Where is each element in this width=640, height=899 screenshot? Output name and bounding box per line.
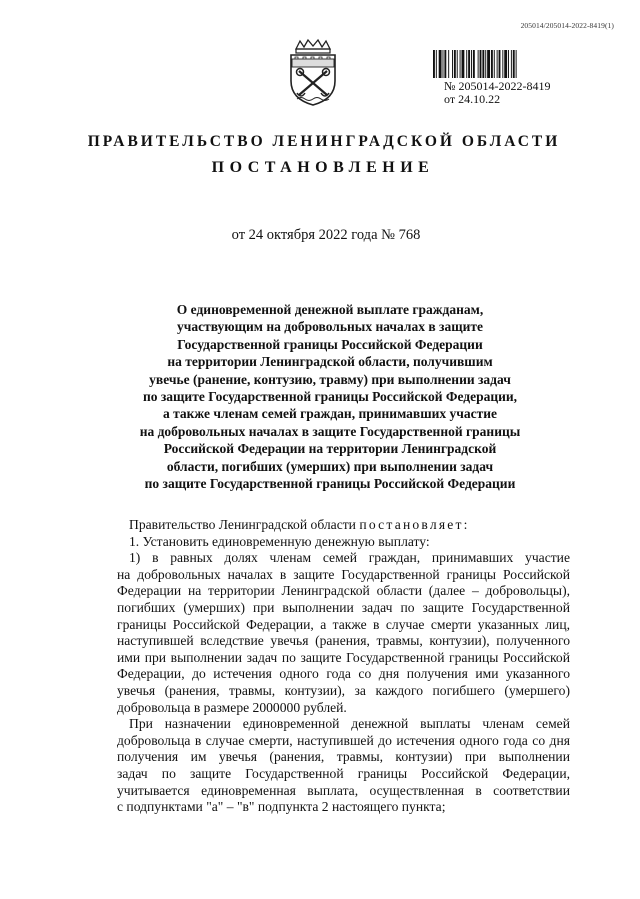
paragraph-2-line: учитывается единовременная выплата, осуществленная в соответствии [117,782,570,798]
clause-1-1-line: на добровольных началах в защите Государственной границы Российской [117,566,570,582]
clause-1-1-line: добровольца в размере 2000000 рублей. [117,699,347,715]
barcode-bar [443,50,444,78]
barcode-bar [504,50,507,78]
barcode-bar [468,50,470,78]
clause-1-1-line: границы Российской Федерации, а также в случае смерти указанных лиц, [117,616,570,632]
organization-title: ПРАВИТЕЛЬСТВО ЛЕНИНГРАДСКОЙ ОБЛАСТИ [87,133,561,150]
heading-line: по защите Государственной границы Российской Федерации [144,476,516,492]
barcode-bar [439,50,442,78]
barcode-bar [448,50,449,78]
resolves-word: постановляет: [359,517,470,532]
registration-block [444,80,550,106]
barcode-bar [485,50,486,78]
barcode-bar [482,50,484,78]
intro-text: Правительство Ленинградской области [129,517,360,532]
coat-of-arms-icon [283,37,343,107]
heading-line: а также членам семей граждан, принимавших участие [162,406,498,422]
heading-line: области, погибших (умерших) при выполнении задач [166,458,494,474]
clause-1-1-line: ими при выполнении задач по защите Государственной границы Российской [117,649,570,665]
barcode-bar [508,50,509,78]
clause-1-1-line: 1) в равных долях членам семей граждан, принимавших участие [129,550,570,566]
barcode-bar [497,50,498,78]
barcode-bar [499,50,501,78]
heading-line: участвующим на добровольных началах в защите [176,319,484,335]
paragraph-2-line: задач по защите Государственной границы Российской Федерации, [117,765,570,781]
barcode-bar [452,50,453,78]
barcode-bar [513,50,515,78]
heading-line: Государственной границы Российской Федерации [177,336,483,352]
barcode-bar [460,50,461,78]
barcode-bar [466,50,467,78]
clause-1-1-line: Федерации, до истечения одного года со дня получения ими указанного [117,666,570,682]
barcode-bar [462,50,465,78]
heading-line: на территории Ленинградской области, получившим [167,354,493,370]
barcode-bar [436,50,437,78]
registration-number: № 205014-2022-8419 [444,79,551,93]
resolution-intro [117,517,570,534]
heading-line: увечье (ранение, контузию, травму) при выполнении задач [149,371,511,387]
document-body [117,517,570,816]
document-date-number: от 24 октября 2022 года № 768 [231,227,421,243]
barcode-bar [487,50,490,78]
paragraph-2-line: с подпунктами "а" – "в" подпункта 2 настоящего пункта; [117,799,446,815]
clause-1-1-line: погибших (умерших) при выполнении задач по защите Государственной [117,599,570,615]
barcode-bar [516,50,517,78]
heading-line: на добровольных началах в защите Государственной границы [139,423,521,439]
heading-line: Российской Федерации на территории Ленинградской [163,441,497,457]
document-heading [100,301,560,492]
paragraph-2-line: получения им увечья (ранения, травмы, контузии) при выполнении [117,749,570,765]
barcode-bar [480,50,482,78]
paragraph-2-line: добровольца в случае смерти, наступившей до истечения одного года со дня [117,732,570,748]
barcode-icon [433,50,565,78]
barcode-bar [444,50,446,78]
barcode-bar [491,50,493,78]
barcode-bar [478,50,479,78]
barcode-bar [502,50,503,78]
document-id: 205014/205014-2022-8419(1) [520,21,614,30]
document-type: ПОСТАНОВЛЕНИЕ [211,159,435,176]
barcode-bar [457,50,458,78]
barcode-bar [473,50,475,78]
clause-1-1-line: наступившей вследствие увечья (ранения, травмы, контузии), полученного [117,633,570,649]
barcode-bar [433,50,435,78]
clause-1-1-line: Федерации на территории Ленинградской области (далее – добровольцы), [117,583,570,599]
barcode-bar [511,50,512,78]
barcode-bar [454,50,456,78]
paragraph-2-line: При назначении единовременной денежной выплаты членам семей [129,716,570,732]
heading-line: по защите Государственной границы Российской Федерации, [142,389,518,405]
clause-1: 1. Установить единовременную денежную выплату: [129,533,430,549]
registration-date: от 24.10.22 [444,92,501,106]
clause-1-1-line: увечья (ранения, травмы, контузии), за каждого погибшего (умершего) [117,682,570,698]
barcode-bar [471,50,472,78]
heading-line: О единовременной денежной выплате гражданам, [176,302,484,317]
barcode-bar [494,50,495,78]
